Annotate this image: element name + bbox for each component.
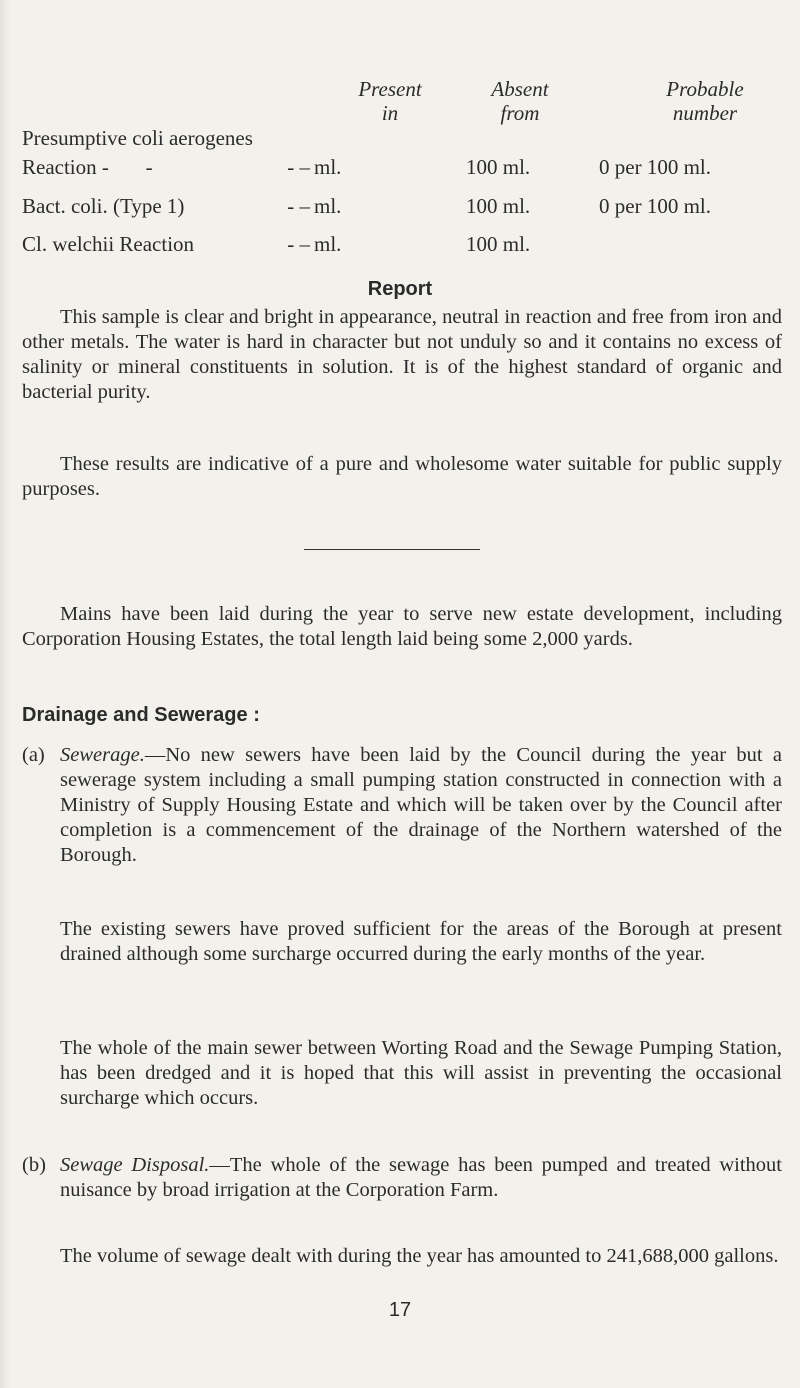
section-divider: [304, 549, 480, 550]
row-label: Reaction - -: [22, 155, 153, 179]
row-absent: 100 ml.: [466, 232, 531, 256]
header-probable-line1: Probable: [666, 77, 744, 101]
sewerage-continuation: The existing sewers have proved sufficient for the areas of the Borough at present drained although some surcharge occurred during the early months of the year.: [60, 918, 782, 965]
subsection-marker: (b): [22, 1154, 46, 1176]
subsection-text: —The whole of the sewage has been pumped and treated without nuisance by broad irrigation at the Corporation Farm.: [60, 1154, 782, 1201]
row-present: ml.: [314, 232, 342, 256]
header-absent-from: [460, 77, 580, 125]
header-absent-line2: from: [500, 101, 540, 125]
row-probable: 0 per 100 ml.: [599, 194, 711, 218]
row-absent: 100 ml.: [466, 155, 531, 179]
drainage-heading: Drainage and Sewerage :: [22, 704, 260, 726]
header-probable-line2: number: [672, 101, 738, 125]
row-dashes: - –: [287, 194, 310, 218]
table-row: [0, 194, 800, 224]
row-dashes: - –: [287, 232, 310, 256]
subsection-sewage-disposal: [22, 1153, 782, 1203]
row-label: Cl. welchii Reaction: [22, 232, 195, 256]
row-present: ml.: [314, 194, 342, 218]
table-section-title: Presumptive coli aerogenes: [22, 126, 253, 150]
sewerage-continuation: The whole of the main sewer between Worting Road and the Sewage Pumping Station, has been dredged and it is hoped that this will assist in preventing the occasional surcharge which occurs.: [60, 1037, 782, 1109]
subsection-text: —No new sewers have been laid by the Council during the year but a sewerage system including a small pumping station constructed in connection with a Ministry of Supply Housing Estate and which will be taken over by the Council after completion is a commencement of the drainage of the Northern watershed of the Borough.: [60, 744, 782, 866]
report-paragraph: [22, 305, 782, 405]
report-paragraph: [22, 452, 782, 502]
table-row: [0, 155, 800, 185]
page-number: 17: [388, 1299, 412, 1321]
row-label: Bact. coli. (Type 1): [22, 194, 185, 218]
row-absent: 100 ml.: [466, 194, 531, 218]
row-probable: 0 per 100 ml.: [599, 155, 711, 179]
header-present-line1: Present: [358, 77, 422, 101]
subsection-marker: (a): [22, 744, 45, 766]
report-paragraph-text: These results are indicative of a pure and wholesome water suitable for public supply purposes.: [22, 453, 782, 500]
subsection-title: Sewage Disposal.: [60, 1154, 210, 1176]
subsection-title: Sewerage.: [60, 744, 145, 766]
header-absent-line1: Absent: [491, 77, 549, 101]
report-heading: Report: [367, 278, 433, 300]
row-present: ml.: [314, 155, 342, 179]
mains-paragraph-text: Mains have been laid during the year to serve new estate development, including Corporation Housing Estates, the total length laid being some 2,000 yards.: [22, 603, 782, 650]
header-present-line2: in: [381, 101, 399, 125]
header-probable-number: [630, 77, 780, 125]
header-present-in: [330, 77, 450, 125]
mains-paragraph: [22, 602, 782, 652]
subsection-sewerage: [22, 743, 782, 868]
sewage-disposal-continuation: The volume of sewage dealt with during the year has amounted to 241,688,000 gallons.: [60, 1245, 779, 1267]
report-paragraph-text: This sample is clear and bright in appearance, neutral in reaction and free from iron and other metals. The water is hard in character but not unduly so and it contains no excess of salinity or mineral constituents in solution. It is of the highest standard of organic and bacterial purity.: [22, 306, 782, 403]
table-row: [0, 232, 800, 262]
row-dashes: - –: [287, 155, 310, 179]
